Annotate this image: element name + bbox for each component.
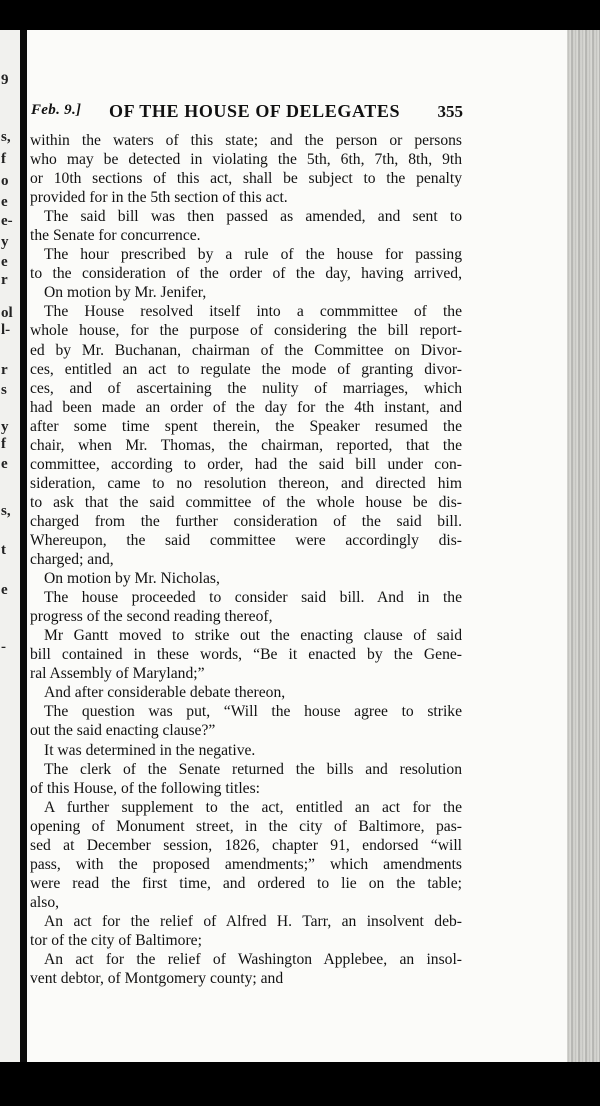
text-line: And after considerable debate thereon, — [44, 684, 286, 702]
previous-page-fragment: r — [1, 362, 8, 378]
previous-page-fragment: l- — [1, 322, 11, 338]
text-line: charged; and, — [30, 551, 114, 569]
text-line: The question was put, “Will the house agree to strike — [44, 703, 462, 721]
text-line: Mr Gantt moved to strike out the enacting clause of said — [44, 627, 462, 645]
text-line: opening of Monument street, in the city of Baltimore, pas- — [30, 817, 462, 835]
text-line: It was determined in the negative. — [44, 741, 256, 759]
previous-page-fragment: s, — [1, 129, 11, 145]
text-line: charged from the further consideration of the said bill. — [30, 512, 462, 530]
text-line: Whereupon, the said committee were accordingly dis- — [30, 531, 462, 549]
previous-page-fragment: e — [1, 582, 8, 598]
previous-page-fragment: f — [1, 151, 6, 167]
text-line: sideration, came to no resolution thereon, and directed him — [30, 474, 462, 492]
text-line: The house proceeded to consider said bill. And in the — [44, 589, 462, 607]
previous-page-fragment: s — [1, 382, 7, 398]
text-line: of this House, of the following titles: — [30, 779, 260, 797]
text-line: chair, when Mr. Thomas, the chairman, reported, that the — [30, 436, 462, 454]
text-line: progress of the second reading thereof, — [30, 608, 273, 626]
header-date: Feb. 9.] — [31, 102, 82, 118]
previous-page-fragment: ol — [1, 305, 13, 321]
text-line: provided for in the 5th section of this act. — [30, 189, 288, 207]
text-line: bill contained in these words, “Be it enacted by the Gene- — [30, 646, 462, 664]
text-line: An act for the relief of Washington Applebee, an insol- — [44, 951, 462, 969]
text-line: vent debtor, of Montgomery county; and — [30, 970, 284, 988]
text-line: An act for the relief of Alfred H. Tarr, an insolvent deb- — [44, 912, 462, 930]
previous-page-fragment: o — [1, 173, 9, 189]
previous-page-fragment: e — [1, 456, 8, 472]
previous-page-fragment: t — [1, 542, 6, 558]
previous-page-fragment: e — [1, 254, 8, 270]
text-line: the Senate for concurrence. — [30, 227, 201, 245]
text-line: ces, and of ascertaining the nulity of marriages, which — [30, 379, 462, 397]
text-line: within the waters of this state; and the person or persons — [30, 132, 462, 149]
previous-page-edge — [0, 30, 20, 1062]
text-line: committee, according to order, had the said bill under con- — [30, 455, 462, 473]
previous-page-fragment: y — [1, 419, 9, 435]
text-line: ral Assembly of Maryland;” — [30, 665, 205, 683]
previous-page-fragment: f — [1, 436, 6, 452]
text-line: The hour prescribed by a rule of the house for passing — [44, 246, 462, 264]
text-line: had been made an order of the day for the 4th instant, and — [30, 398, 462, 416]
text-line: were read the first time, and ordered to lie on the table; — [30, 874, 462, 892]
previous-page-fragment: r — [1, 272, 8, 288]
previous-page-fragment: e- — [1, 213, 13, 229]
text-line: or 10th sections of this act, shall be subject to the penalty — [30, 170, 462, 188]
text-line: out the said enacting clause?” — [30, 722, 216, 740]
text-line: to ask that the said committee of the whole house be dis- — [30, 493, 462, 511]
binding-gutter — [20, 30, 27, 1062]
body-text — [30, 131, 462, 988]
text-line: On motion by Mr. Nicholas, — [44, 570, 220, 588]
text-line: tor of the city of Baltimore; — [30, 931, 202, 949]
text-line: sed at December session, 1826, chapter 91, endorsed “will — [30, 836, 462, 854]
text-line: ces, entitled an act to regulate the mode of granting divor- — [30, 360, 462, 378]
page — [27, 30, 567, 1062]
text-line: A further supplement to the act, entitled an act for the — [44, 798, 462, 816]
text-line: The clerk of the Senate returned the bills and resolution — [44, 760, 462, 778]
text-line: whole house, for the purpose of considering the bill report- — [30, 322, 462, 340]
text-line: to the consideration of the order of the day, having arrived, — [30, 265, 462, 283]
text-line: The House resolved itself into a commmittee of the — [44, 303, 462, 321]
text-line: also, — [30, 893, 60, 911]
bottom-scan-border — [0, 1062, 600, 1106]
previous-page-fragment: e — [1, 194, 8, 210]
text-line: after some time spent therein, the Speaker resumed the — [30, 417, 462, 435]
page-number: 355 — [437, 102, 463, 121]
header-title: OF THE HOUSE OF DELEGATES — [109, 101, 401, 121]
page-stack-edge — [567, 30, 600, 1062]
text-line: ed by Mr. Buchanan, chairman of the Committee on Divor- — [30, 341, 462, 359]
top-scan-border — [0, 0, 600, 30]
text-line: who may be detected in violating the 5th, 6th, 7th, 8th, 9th — [30, 151, 462, 169]
previous-page-fragment: s, — [1, 503, 11, 519]
text-line: pass, with the proposed amendments;” which amendments — [30, 855, 462, 873]
previous-page-fragment: 9 — [1, 72, 9, 88]
running-header — [31, 102, 463, 126]
previous-page-fragment: - — [1, 639, 6, 655]
previous-page-fragment: y — [1, 234, 9, 250]
text-line: On motion by Mr. Jenifer, — [44, 284, 207, 302]
text-line: The said bill was then passed as amended, and sent to — [44, 208, 462, 226]
